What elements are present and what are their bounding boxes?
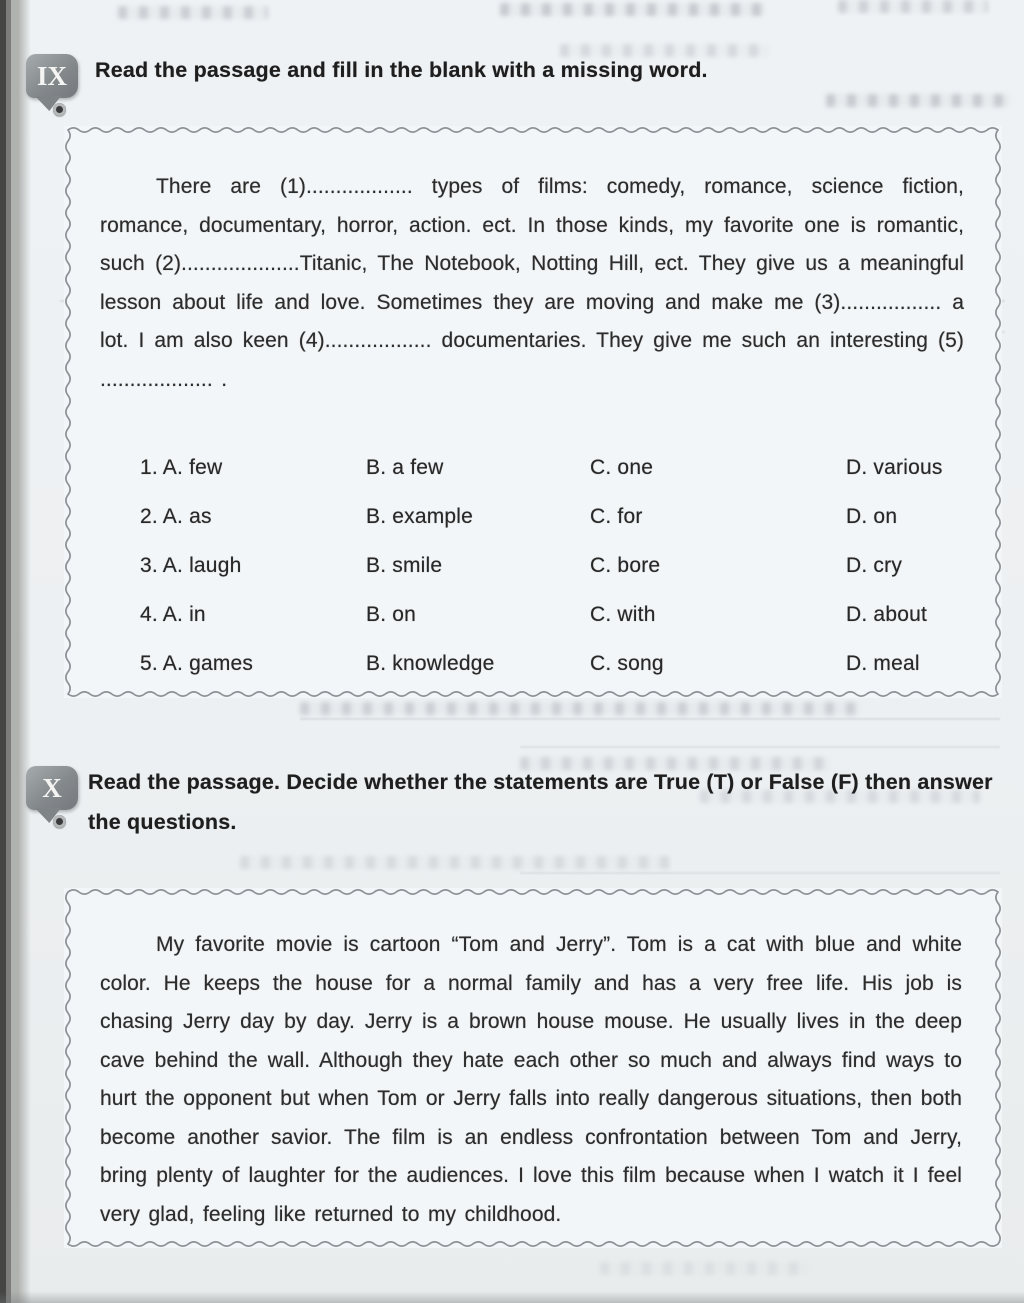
bleed-through-smudge: [500, 3, 765, 16]
bleed-through-smudge: [600, 1262, 810, 1275]
option-cell: 4. A. in: [140, 602, 206, 626]
option-cell: D. cry: [846, 553, 903, 577]
ruled-line: [300, 718, 1000, 720]
option-cell: B. smile: [366, 553, 443, 577]
option-cell: C. bore: [590, 553, 661, 577]
option-cell: B. knowledge: [366, 651, 495, 675]
cloze-passage: There are (1).................. types of films: comedy, romance, science fiction, romance, documentary, horror, action. ect. In those kinds, my favorite one is romantic, such (2)....................Titanic, The Notebook, Notting Hill, ect. They give us a meaningful lesson about life and love. Sometimes they are moving and make me (3)................. a lot. I am also keen (4).................. documentaries. They give me such an interesting (5) ................... .: [100, 175, 964, 391]
option-cell: D. various: [846, 455, 943, 479]
option-cell: C. with: [590, 602, 656, 626]
page-binding-edge: [0, 0, 32, 1303]
section-ix-badge: [26, 54, 78, 98]
section-ix-title: Read the passage and fill in the blank with a missing word.: [95, 58, 708, 82]
option-cell: D. about: [846, 602, 927, 626]
section-x-title: Read the passage. Decide whether the statements are True (T) or False (F) then answer the questions.: [88, 770, 993, 834]
ruled-line: [520, 746, 1000, 748]
badge-tail-dot: [53, 103, 66, 116]
option-cell: 2. A. as: [140, 504, 212, 528]
option-cell: B. a few: [366, 455, 444, 479]
page-bottom-shadow: [0, 1291, 1024, 1303]
option-cell: 1. A. few: [140, 455, 223, 479]
exercise-ix-box: [64, 126, 1002, 698]
option-cell: B. example: [366, 504, 474, 528]
section-x-badge: [26, 766, 78, 810]
option-cell: 5. A. games: [140, 651, 254, 675]
bleed-through-smudge: [240, 856, 670, 869]
bleed-through-smudge: [300, 702, 860, 715]
bleed-through-smudge: [118, 6, 268, 19]
badge-tail-dot: [53, 815, 66, 828]
reading-passage: My favorite movie is cartoon “Tom and Jerry”. Tom is a cat with blue and white color. He keeps the house for a normal family and has a very free life. His job is chasing Jerry day by day. Jerry is a brown house mouse. He usually lives in the deep cave behind the wall. Although they hate each other so much and always find ways to hurt the opponent but when Tom or Jerry falls into really dangerous situations, then both become another savior. The film is an endless confrontation between Tom and Jerry, bring plenty of laughter for the audiences. I love this film because when I watch it I feel very glad, feeling like returned to my childhood.: [100, 933, 962, 1226]
section-x-badge-label: X: [42, 772, 62, 803]
exercise-x-box: [64, 888, 1002, 1248]
option-cell: B. on: [366, 602, 417, 626]
bleed-through-smudge: [826, 94, 1010, 107]
option-cell: C. song: [590, 651, 664, 675]
option-cell: D. on: [846, 504, 898, 528]
option-cell: D. meal: [846, 651, 920, 675]
bleed-through-smudge: [838, 0, 988, 13]
option-cell: C. for: [590, 504, 643, 528]
options-table: [100, 443, 964, 688]
ruled-line: [520, 872, 1000, 874]
option-cell: C. one: [590, 455, 654, 479]
option-cell: 3. A. laugh: [140, 553, 242, 577]
section-ix-badge-label: IX: [36, 60, 67, 91]
